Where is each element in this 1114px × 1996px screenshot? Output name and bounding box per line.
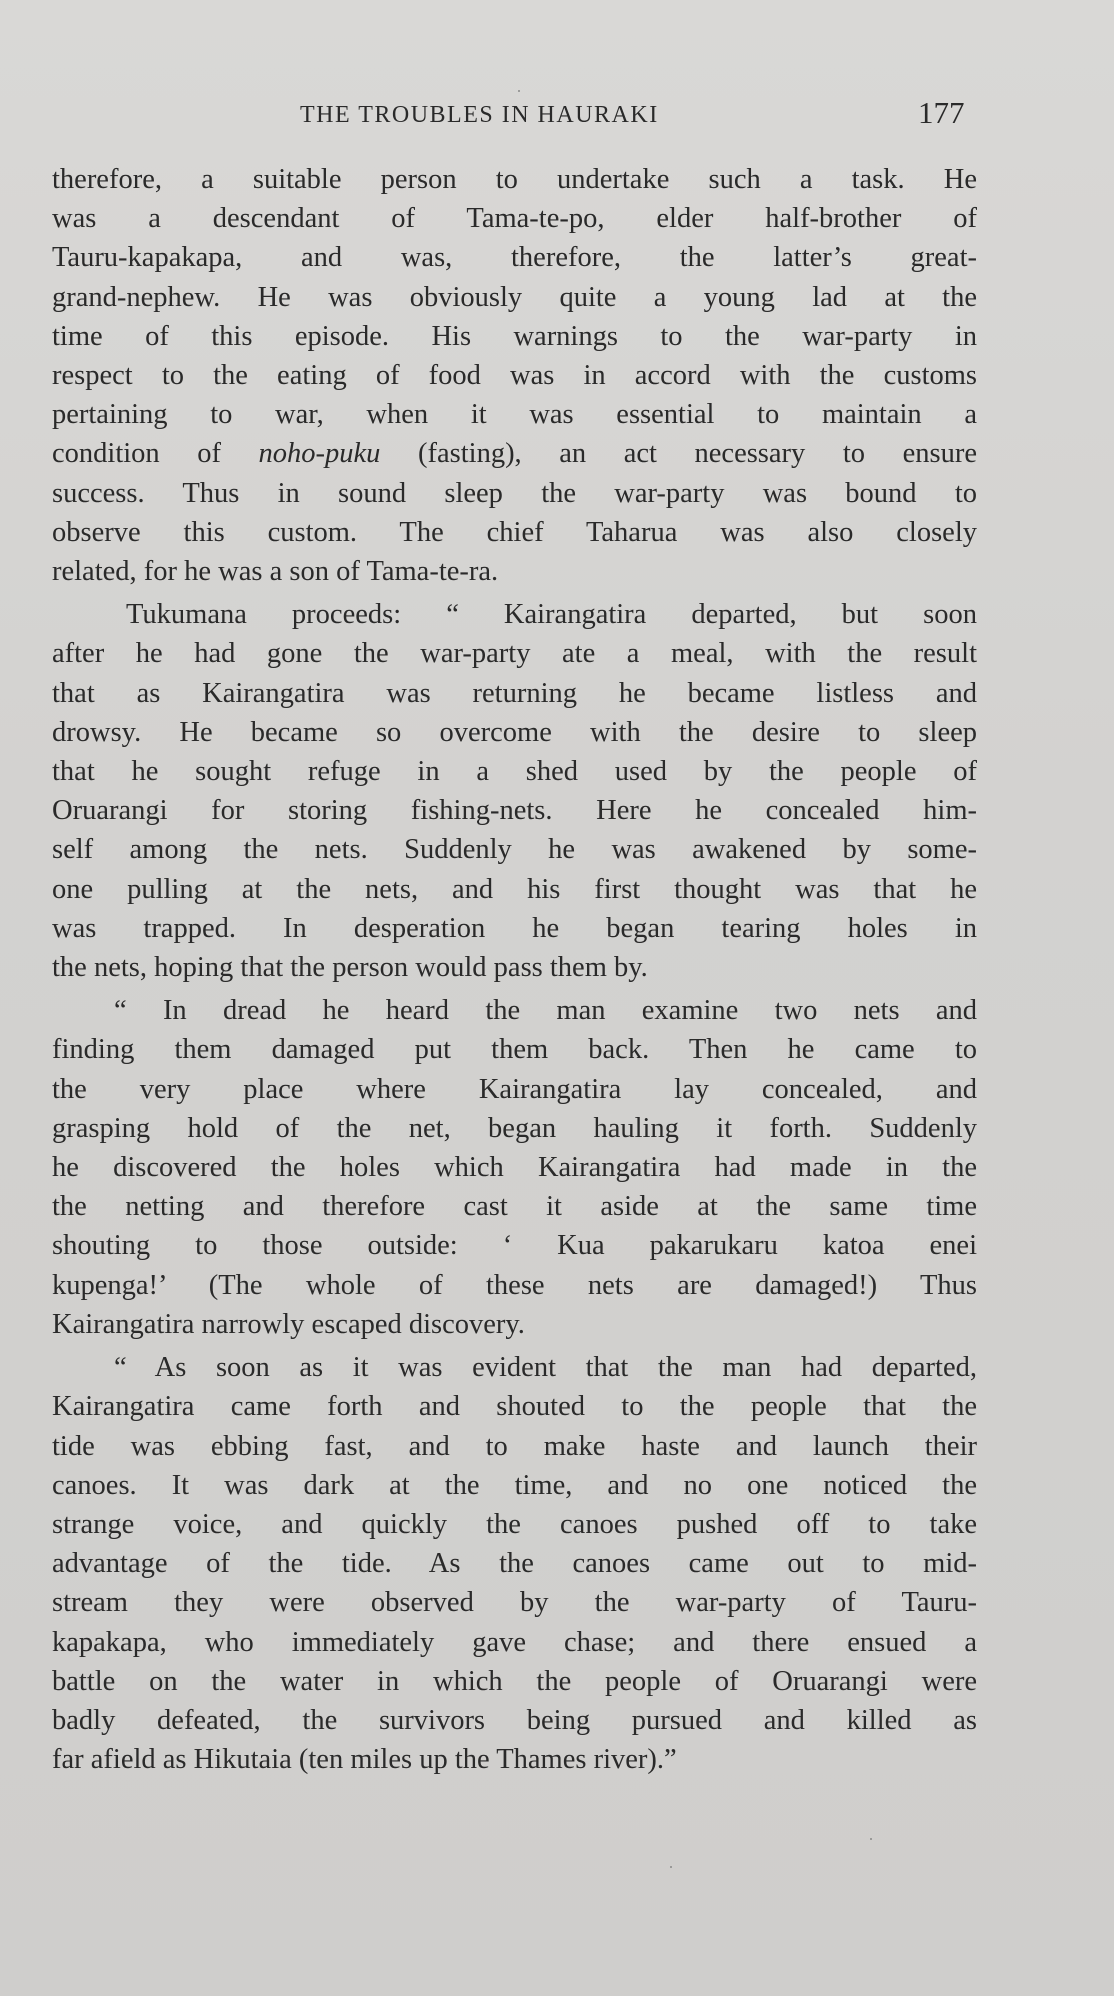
text-line: the netting and therefore cast it aside at the same time	[52, 1191, 977, 1223]
text-line: after he had gone the war-party ate a meal, with the result	[52, 638, 977, 670]
text-line: Tauru-kapakapa, and was, therefore, the latter’s great-	[52, 242, 977, 274]
paragraph-4	[52, 1348, 977, 1779]
text-line: battle on the water in which the people of Oruarangi were	[52, 1665, 977, 1697]
paragraph-2	[52, 595, 977, 987]
text-line: badly defeated, the survivors being pursued and killed as	[52, 1704, 977, 1736]
text-line: Oruarangi for storing fishing-nets. Here he concealed him-	[52, 795, 977, 827]
text-line: drowsy. He became so overcome with the desire to sleep	[52, 716, 977, 748]
text-line: respect to the eating of food was in accord with the customs	[52, 360, 977, 392]
text-line: time of this episode. His warnings to the war-party in	[52, 320, 977, 352]
text-line: grand-nephew. He was obviously quite a young lad at the	[52, 281, 977, 313]
italic-term: noho-puku	[258, 438, 381, 470]
text-line: therefore, a suitable person to undertake such a task. He	[52, 164, 977, 195]
text-line: far afield as Hikutaia (ten miles up the Thames river).”	[52, 1744, 677, 1776]
text-line: Kairangatira came forth and shouted to the people that the	[52, 1391, 977, 1423]
text-line: related, for he was a son of Tama-te-ra.	[52, 556, 499, 588]
text-line: self among the nets. Suddenly he was awakened by some-	[52, 834, 977, 866]
page-number: 177	[918, 95, 965, 130]
text-segment: condition of	[52, 438, 259, 470]
page-header	[52, 90, 977, 140]
text-line: Kairangatira narrowly escaped discovery.	[52, 1308, 525, 1340]
text-line: canoes. It was dark at the time, and no one noticed the	[52, 1469, 977, 1501]
text-line: was a descendant of Tama-te-po, elder half-brother of	[52, 203, 977, 235]
paper-speck	[670, 1866, 672, 1868]
text-line: shouting to those outside: ‘ Kua pakarukaru katoa enei	[52, 1230, 977, 1262]
text-line: that as Kairangatira was returning he became listless and	[52, 677, 977, 709]
book-page	[52, 90, 977, 1783]
text-line: pertaining to war, when it was essential to maintain a	[52, 399, 977, 431]
text-line: was trapped. In desperation he began tearing holes in	[52, 912, 977, 944]
paragraph-3	[52, 991, 977, 1344]
text-line: kupenga!’ (The whole of these nets are damaged!) Thus	[52, 1269, 977, 1301]
text-line: the very place where Kairangatira lay concealed, and	[52, 1073, 977, 1105]
text-line: advantage of the tide. As the canoes came out to mid-	[52, 1548, 977, 1580]
paper-speck	[518, 90, 520, 92]
text-line: that he sought refuge in a shed used by the people of	[52, 756, 977, 788]
text-line: grasping hold of the net, began hauling it forth. Suddenly	[52, 1112, 977, 1144]
running-head: THE TROUBLES IN HAURAKI	[300, 102, 659, 128]
text-line: kapakapa, who immediately gave chase; and there ensued a	[52, 1626, 977, 1658]
text-line: “ In dread he heard the man examine two nets and	[114, 995, 977, 1027]
text-line: observe this custom. The chief Taharua was also closely	[52, 516, 977, 548]
text-line: stream they were observed by the war-party of Tauru-	[52, 1587, 977, 1619]
text-line: one pulling at the nets, and his first thought was that he	[52, 873, 977, 905]
text-line-with-italic	[52, 434, 977, 473]
paragraph-1	[52, 160, 977, 591]
text-line: the nets, hoping that the person would pass them by.	[52, 952, 648, 984]
paper-speck	[870, 1838, 872, 1840]
text-line: tide was ebbing fast, and to make haste and launch their	[52, 1430, 977, 1462]
text-line: success. Thus in sound sleep the war-party was bound to	[52, 477, 977, 509]
text-line: he discovered the holes which Kairangatira had made in the	[52, 1152, 977, 1184]
text-line: finding them damaged put them back. Then he came to	[52, 1034, 977, 1066]
text-line: “ As soon as it was evident that the man had departed,	[114, 1352, 977, 1384]
body-text	[52, 160, 977, 1779]
text-segment: (fasting), an act necessary to ensure	[380, 438, 977, 470]
text-line: Tukumana proceeds: “ Kairangatira departed, but soon	[126, 599, 977, 631]
text-line: strange voice, and quickly the canoes pushed off to take	[52, 1508, 977, 1540]
